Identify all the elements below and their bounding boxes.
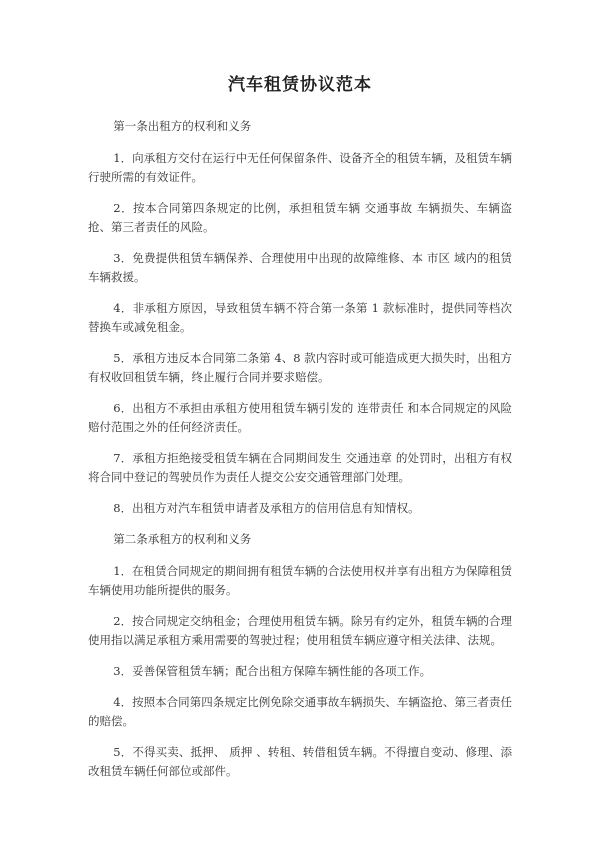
clause-2-3: 3．妥善保管租赁车辆；配合出租方保障车辆性能的各项工作。 bbox=[113, 664, 432, 678]
section-1 bbox=[88, 117, 512, 518]
document-title: 汽车租赁协议范本 bbox=[228, 75, 372, 95]
clause-2-2: 2．按合同规定交纳租金；合理使用租赁车辆。除另有约定外，租赁车辆的合理使用指以满足承租方乘用需要的驾驶过程；使用租赁车辆应遵守相关法律、法规。 bbox=[88, 614, 512, 647]
clause-1-6: 6．出租方不承担由承租方使用租赁车辆引发的 连带责任 和本合同规定的风险赔付范围之外的任何经济责任。 bbox=[88, 401, 512, 434]
section-2 bbox=[88, 530, 512, 781]
clause-1-1: 1．向承租方交付在运行中无任何保留条件、设备齐全的租赁车辆，及租赁车辆行驶所需的有效证件。 bbox=[88, 151, 512, 184]
clause-2-4: 4．按照本合同第四条规定比例免除交通事故车辆损失、车辆盗抢、第三者责任的赔偿。 bbox=[88, 695, 512, 728]
clause-1-4: 4．非承租方原因，导致租赁车辆不符合第一条第 1 款标准时，提供同等档次替换车或减免租金。 bbox=[88, 301, 512, 334]
section-heading: 第一条出租方的权利和义务 bbox=[113, 119, 252, 133]
clause-2-1: 1．在租赁合同规定的期间拥有租赁车辆的合法使用权并享有出租方为保障租赁车辆使用功能所提供的服务。 bbox=[88, 564, 512, 597]
clause-2-5: 5．不得买卖、抵押、 质押 、转租、转借租赁车辆。不得擅自变动、修理、添改租赁车辆任何部位或部件。 bbox=[88, 745, 512, 778]
clause-1-7: 7．承租方拒绝接受租赁车辆在合同期间发生 交通违章 的处罚时，出租方有权将合同中登记的驾驶员作为责任人提交公安交通管理部门处理。 bbox=[88, 451, 512, 484]
clause-1-5: 5．承租方违反本合同第二条第 4、8 款内容时或可能造成更大损失时，出租方有权收回租赁车辆，终止履行合同并要求赔偿。 bbox=[88, 351, 512, 384]
section-heading: 第二条承租方的权利和义务 bbox=[113, 532, 252, 546]
clause-1-8: 8．出租方对汽车租赁申请者及承租方的信用信息有知情权。 bbox=[113, 501, 420, 515]
clause-1-3: 3．免费提供租赁车辆保养、合理使用中出现的故障维修、本 市区 域内的租赁车辆救援。 bbox=[88, 251, 512, 284]
clause-1-2: 2．按本合同第四条规定的比例，承担租赁车辆 交通事故 车辆损失、车辆盗抢、第三者责任的风险。 bbox=[88, 201, 512, 234]
